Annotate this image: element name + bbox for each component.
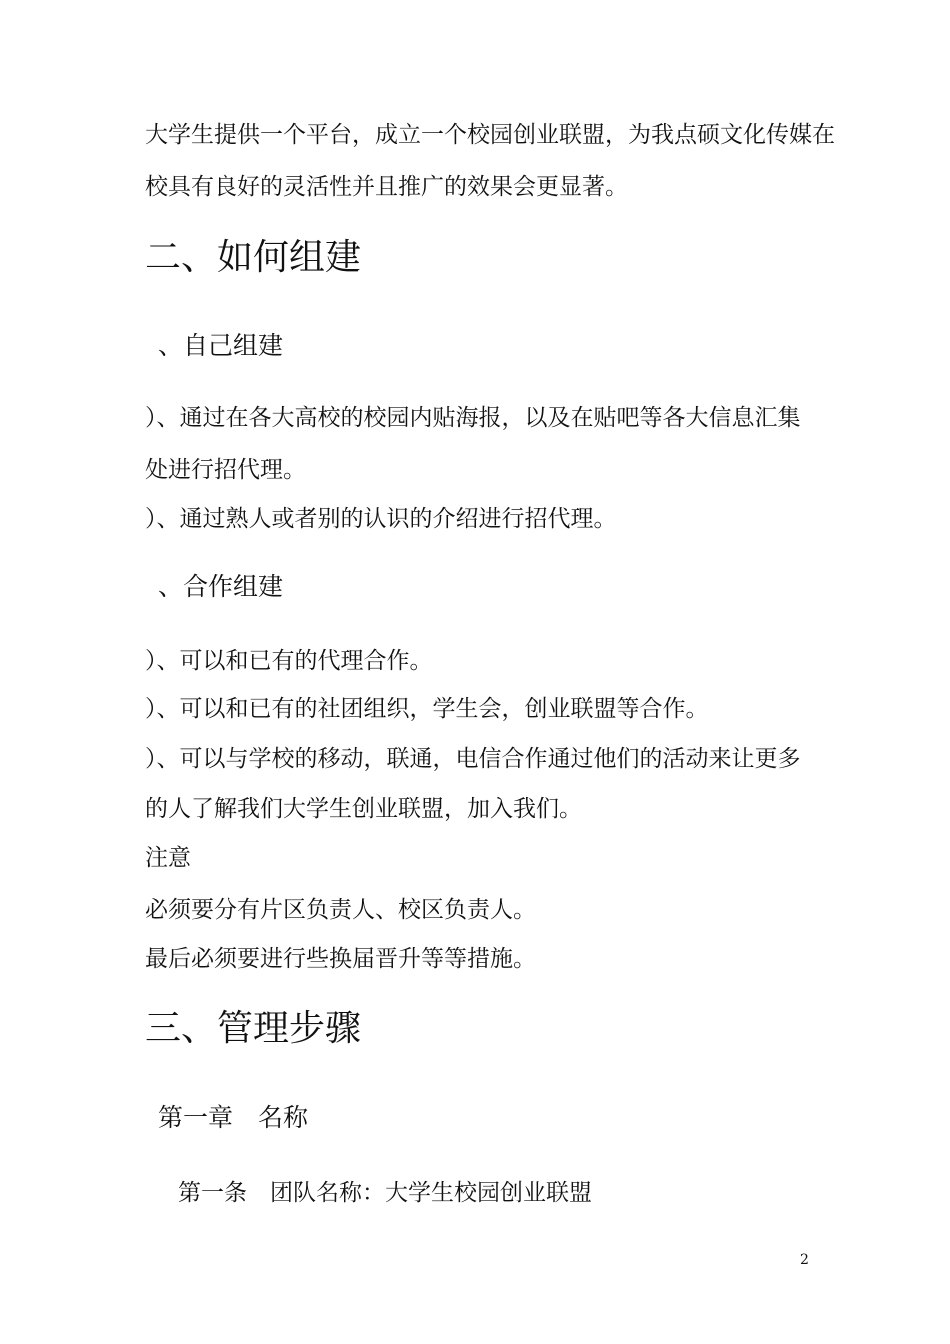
chapter-heading: 第一章 名称 — [158, 1103, 309, 1132]
note-item-1: 必须要分有片区负责人、校区负责人。 — [145, 897, 536, 923]
notes-label: 注意 — [145, 845, 191, 871]
cooperation-item-3-line-2: 的人了解我们大学生创业联盟，加入我们。 — [145, 796, 582, 822]
intro-line-2: 校具有良好的灵活性并且推广的效果会更显著。 — [145, 174, 628, 200]
article-line: 第一条 团队名称：大学生校园创业联盟 — [178, 1180, 592, 1206]
cooperation-item-1: ）、可以和已有的代理合作。 — [145, 648, 433, 674]
self-build-item-1-line-1: ）、通过在各大高校的校园内贴海报，以及在贴吧等各大信息汇集 — [145, 405, 801, 431]
intro-line-1: 大学生提供一个平台，成立一个校园创业联盟，为我点硕文化传媒在 — [145, 122, 835, 148]
subsection-heading-cooperation: 、合作组建 — [158, 572, 284, 601]
page-number: 2 — [800, 1252, 809, 1268]
section-heading-how-to-build: 二、如何组建 — [145, 237, 362, 278]
self-build-item-1-line-2: 处进行招代理。 — [145, 457, 306, 483]
cooperation-item-2: ）、可以和已有的社团组织，学生会，创业联盟等合作。 — [145, 696, 709, 722]
subsection-heading-self-build: 、自己组建 — [158, 331, 284, 360]
note-item-2: 最后必须要进行些换届晋升等等措施。 — [145, 946, 536, 972]
self-build-item-2: ）、通过熟人或者别的认识的介绍进行招代理。 — [145, 506, 617, 532]
cooperation-item-3-line-1: ）、可以与学校的移动，联通，电信合作通过他们的活动来让更多 — [145, 746, 801, 772]
section-heading-management-steps: 三、管理步骤 — [145, 1008, 362, 1049]
